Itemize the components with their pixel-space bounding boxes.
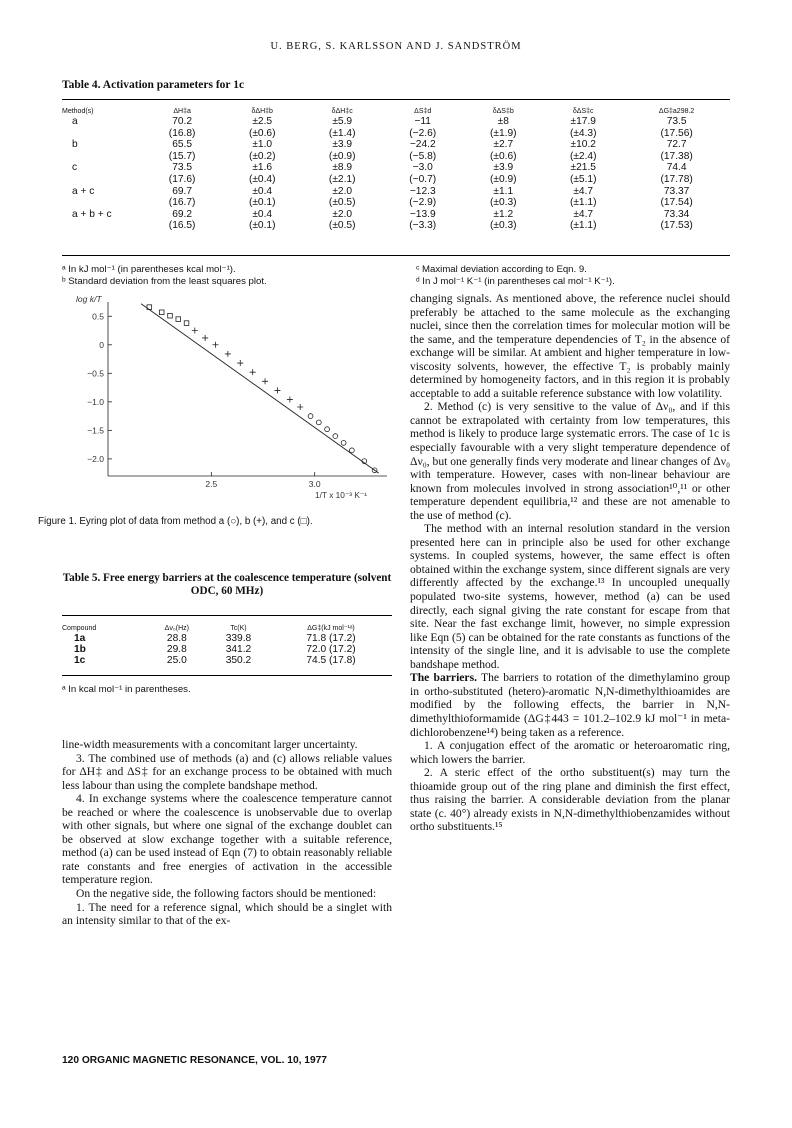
table4-cell: ±2.0 — [332, 208, 353, 220]
table4-cell: (±1.9) — [489, 127, 517, 139]
table4-cell: (−3.3) — [409, 220, 437, 232]
table4-cell: ±10.2 — [570, 139, 596, 151]
table5-header-cell: ΔG‡(kJ mol⁻¹ᵃ) — [307, 625, 355, 632]
table4-cell: (±0.9) — [489, 173, 517, 185]
table4-cell: (17.6) — [168, 173, 196, 185]
table4-cell: ±2.0 — [332, 185, 353, 197]
table4-method-cell: b — [72, 139, 78, 151]
table5-row — [62, 644, 392, 655]
table4-row — [62, 209, 730, 221]
data-point-plus — [212, 342, 218, 348]
table4-header-cell: ΔG‡a298.2 — [658, 108, 695, 115]
table4-cell: (17.38) — [660, 150, 693, 162]
table4-cell: 73.5 — [172, 162, 193, 174]
right-column-text — [410, 292, 730, 834]
table4-cell: (±0.5) — [328, 220, 356, 232]
data-point-circle — [341, 441, 346, 446]
table4-bottom-rule — [62, 255, 730, 256]
table4-method-cell — [62, 174, 142, 186]
table4-row — [62, 220, 730, 232]
table4-cell: ±1.2 — [493, 208, 514, 220]
data-point-circle — [316, 420, 321, 425]
table4-cell: ±8.9 — [332, 162, 353, 174]
table4-cell: ±0.4 — [252, 185, 273, 197]
table4-cell: (±1.1) — [569, 220, 597, 232]
table4-cell: ±3.9 — [493, 162, 514, 174]
table4-cell: (±4.3) — [569, 127, 597, 139]
table4-row — [62, 197, 730, 209]
data-point-circle — [333, 434, 338, 439]
table4-cell: ±17.9 — [570, 116, 596, 127]
table4-row — [62, 128, 730, 140]
table4-method-cell — [62, 220, 142, 232]
data-point-plus — [274, 387, 280, 393]
table4-header-cell: δΔS‡c — [572, 108, 594, 115]
table5-cell: 72.0 (17.2) — [306, 644, 356, 656]
table4-cell: (15.7) — [168, 150, 196, 162]
table5-top-rule — [62, 615, 392, 616]
table4-cell: −11 — [414, 116, 431, 127]
table4-cell: ±4.7 — [573, 208, 594, 220]
table4-cell: ±2.5 — [252, 116, 273, 127]
table5-cell: 74.5 (17.8) — [306, 655, 356, 667]
table4-cell: ±1.1 — [493, 185, 514, 197]
table4-cell: ±4.7 — [573, 185, 594, 197]
table4-header-cell: ΔS‡d — [414, 108, 432, 115]
table4-method-cell: a + b + c — [72, 208, 112, 220]
right-paragraph-6: 2. A steric effect of the ortho substituent(s) may turn the thioamide group out of the ring plane and diminish the first effect, thus raising the barrier. A considerable deviation from the planar state (c. 40°) already exists in N,N-dimethylthiobenzamides without ortho substituents.¹⁵ — [410, 766, 730, 834]
table4-cell: ±8 — [497, 116, 509, 127]
table4-cell: (±0.1) — [248, 220, 276, 232]
table4-row — [62, 186, 730, 198]
table5-compound-cell: 1c — [74, 655, 86, 667]
data-point-plus — [287, 397, 293, 403]
table4-cell: ±3.9 — [332, 139, 353, 151]
table4-method-cell: a — [72, 116, 78, 127]
table4-cell: (17.53) — [660, 220, 693, 232]
table4-row — [62, 139, 730, 151]
table4-footnote-d: ᵈ In J mol⁻¹ K⁻¹ (in parentheses cal mol⁻¹ K⁻¹). — [416, 276, 615, 287]
table5-header-cell: Δν₀(Hz) — [164, 625, 189, 632]
table4-row — [62, 162, 730, 174]
table4-cell: ±5.9 — [332, 116, 353, 127]
table4-cell: (16.7) — [168, 197, 196, 209]
data-point-plus — [192, 328, 198, 334]
table5-cell: 71.8 (17.2) — [306, 633, 356, 644]
data-point-square — [159, 310, 164, 315]
table4-cell: ±2.7 — [493, 139, 514, 151]
right-paragraph-2: 2. Method (c) is very sensitive to the value of Δν₀, and if this cannot be extrapolated with certainty from low temperatures, this method is likely to produce large systematic errors. The case of 1c is especially favourable with a very slight temperature dependence of Δν₀, but one generally finds very moderate and linear changes of Δν₀ with temperature. However, cases with non-linear behaviour are known from molecules involved in strong association¹⁰,¹¹ or other temperature dependent equilibria,¹² and these are not amenable to the use of method (c). — [410, 400, 730, 522]
data-point-plus — [250, 369, 256, 375]
table4-header-cell: ΔH‡a — [173, 108, 191, 115]
y-tick-label: 0 — [99, 339, 104, 350]
table4-footnote-a: ᵃ In kJ mol⁻¹ (in parentheses kcal mol⁻¹). — [62, 264, 236, 275]
x-tick-label: 3.0 — [308, 479, 321, 489]
left-paragraph-4: On the negative side, the following factors should be mentioned: — [76, 887, 377, 901]
left-paragraph-1: line-width measurements with a concomitant larger uncertainty. — [62, 738, 358, 751]
table4-cell: ±0.4 — [252, 208, 273, 220]
table4-cell: (16.8) — [168, 127, 196, 139]
data-point-plus — [297, 404, 303, 410]
barriers-heading: The barriers. — [410, 671, 477, 685]
table4-cell: ±1.6 — [252, 162, 273, 174]
table4-cell: (±0.4) — [248, 173, 276, 185]
y-tick-label: −1.0 — [87, 396, 104, 407]
table5-bottom-rule — [62, 675, 392, 676]
table5-row — [62, 633, 392, 644]
table5-cell: 29.8 — [166, 644, 187, 656]
table4-header-cell: δΔH‡b — [251, 108, 273, 115]
data-point-circle — [349, 448, 354, 453]
right-paragraph-barriers — [410, 671, 730, 739]
table4-cell: (±2.1) — [328, 173, 356, 185]
table4-cell: 73.5 — [666, 116, 687, 127]
table5-cell: 28.8 — [166, 633, 187, 644]
right-paragraph-3: The method with an internal resolution standard in the version presented here can in principle also be used for other exchange systems. In coupled systems, however, the same effect is often obtained within the exchange system, since different signals are very differently affected by the exchange.¹³ In uncoupled unequally populated two-site systems, however, method (a) can be used directly, each signal giving the rate constant for escape from that site. Near the fast exchange limit, however, no simple expression like Eqn (5) can be obtained for the rate constants as functions of the intensity of the single line, and it is advisable to use the complete bandshape method. — [410, 522, 730, 671]
table4-cell: (−0.7) — [409, 173, 437, 185]
table4-cell: (±2.4) — [569, 150, 597, 162]
data-point-circle — [325, 427, 330, 432]
table4-cell: (−2.6) — [409, 127, 437, 139]
data-point-square — [184, 321, 189, 326]
table4-cell: (17.54) — [660, 197, 693, 209]
table4-cell: −13.9 — [409, 208, 436, 220]
table4-cell: 70.2 — [172, 116, 193, 127]
table4-footnote-c: ᶜ Maximal deviation according to Eqn. 9. — [416, 264, 587, 275]
y-tick-label: −0.5 — [87, 368, 104, 379]
table4-cell: (17.56) — [660, 127, 693, 139]
table4-method-cell: c — [72, 162, 78, 174]
running-head: U. BERG, S. KARLSSON AND J. SANDSTRÖM — [270, 41, 522, 52]
y-tick-label: −2.0 — [87, 453, 104, 464]
barriers-text: The barriers to rotation of the dimethylamino group in ortho-substituted (hetero)-aromatic N,N-dimethylthioamides are modified by the following effects, the barrier in N,N-dimethylthioformamide (ΔG‡443 = 101.2–102.9 kJ mol⁻¹ in meta-dichlorobenzene¹⁴) being taken as a reference. — [410, 671, 730, 739]
table4-method-cell — [62, 128, 142, 140]
table4-cell: (±0.6) — [489, 150, 517, 162]
table5-title: Table 5. Free energy barriers at the coalescence temperature (solvent ODC, 60 MHz) — [62, 572, 392, 597]
table4-cell: (±5.1) — [569, 173, 597, 185]
fit-line — [141, 304, 379, 473]
data-point-square — [176, 317, 181, 322]
table4-cell: −3.0 — [412, 162, 433, 174]
right-paragraph-5: 1. A conjugation effect of the aromatic or heteroaromatic ring, which lowers the barrier. — [410, 739, 730, 766]
table4-cell: 74.4 — [666, 162, 687, 174]
table4-cell: 69.7 — [172, 185, 193, 197]
table5-cell: 339.8 — [225, 633, 252, 644]
right-paragraph-1: changing signals. As mentioned above, the reference nuclei should preferably be attached to the same molecule as the exchanging nuclei, since then the correlation times for molecular motion will be the same, and the temperature dependencies of T₂ in the absence of exchange will be similar. At ambient and higher temperature in low-viscosity solvents, however, the effective T₂ is probably mainly determined by homogeneity factors, and in this region it is probably acceptable to add a suitable reference substance with low volatility. — [410, 292, 730, 400]
table4-method-cell — [62, 151, 142, 163]
data-point-square — [168, 313, 173, 318]
table5-header-row — [62, 624, 392, 633]
table4-header-cell: Method(s) — [62, 108, 94, 115]
table4-method-cell: a + c — [72, 185, 95, 197]
table4-cell: −12.3 — [409, 185, 436, 197]
left-paragraph-3: 4. In exchange systems where the coalescence temperature cannot be reached or where the coalescence is unobservable due to overlap with other signals, but where one signal of the exchange doublet can be observed at slow exchange together with a suitable reference, method (a) can be used instead of Eqn (7) to obtain reasonably reliable rate constants and free energies of activation in the accessible temperature region. — [62, 792, 392, 887]
data-point-circle — [308, 414, 313, 419]
table4-row — [62, 151, 730, 163]
page-footer: 120 ORGANIC MAGNETIC RESONANCE, VOL. 10, 1977 — [62, 1055, 327, 1066]
table5-row — [62, 655, 392, 666]
x-tick-label: 2.5 — [205, 479, 218, 489]
table5-footnote: ᵃ In kcal mol⁻¹ in parentheses. — [62, 684, 191, 695]
left-paragraph-2: 3. The combined use of methods (a) and (c) allows reliable values for ΔH‡ and ΔS‡ for an exchange process to be obtained with much less labour than using the complete bandshape method. — [62, 751, 392, 792]
table5-header-cell: Tc(K) — [230, 625, 247, 632]
table4-cell: 73.34 — [663, 208, 690, 220]
y-tick-label: 0.5 — [92, 311, 104, 322]
table4-cell: (±0.9) — [328, 150, 356, 162]
table4-cell: (−2.9) — [409, 197, 437, 209]
table4-cell: (±0.5) — [328, 197, 356, 209]
data-point-plus — [202, 335, 208, 341]
figure1-caption: Figure 1. Eyring plot of data from method a (○), b (+), and c (□). — [38, 516, 313, 527]
table4-method-cell — [62, 197, 142, 209]
table4-cell: ±1.0 — [252, 139, 273, 151]
table4-header-cell: δΔS‡b — [492, 108, 514, 115]
table4-row — [62, 174, 730, 186]
table5-header-cell: Compound — [62, 625, 97, 632]
table4-cell: 65.5 — [172, 139, 193, 151]
table4 — [62, 107, 730, 232]
left-column-text — [62, 738, 392, 928]
table5-cell: 25.0 — [166, 655, 187, 667]
table5-cell: 341.2 — [225, 644, 252, 656]
table5-compound-cell: 1b — [74, 644, 86, 656]
table4-cell: −24.2 — [409, 139, 436, 151]
table4-cell: ±21.5 — [570, 162, 596, 174]
table4-cell: (±0.3) — [489, 220, 517, 232]
data-point-plus — [225, 351, 231, 357]
table4-cell: 73.37 — [663, 185, 690, 197]
table4-cell: (16.5) — [168, 220, 196, 232]
table4-header-cell: δΔH‡c — [331, 108, 353, 115]
table5-compound-cell: 1a — [74, 633, 86, 644]
table4-cell: (±0.6) — [248, 127, 276, 139]
table4-footnote-b: ᵇ Standard deviation from the least squares plot. — [62, 276, 267, 287]
y-tick-label: −1.5 — [87, 425, 104, 436]
table4-cell: (±0.3) — [489, 197, 517, 209]
table4-top-rule — [62, 99, 730, 100]
left-paragraph-5: 1. The need for a reference signal, which should be a singlet with an intensity similar to that of the ex- — [62, 900, 392, 928]
table4-cell: 69.2 — [172, 208, 193, 220]
table4-cell: (17.78) — [660, 173, 693, 185]
table4-cell: 72.7 — [666, 139, 687, 151]
figure1-eyring-plot — [62, 292, 402, 504]
x-axis-label: 1/T x 10⁻³ K⁻¹ — [315, 490, 367, 500]
table4-cell: (±0.1) — [248, 197, 276, 209]
table4-cell: (±0.2) — [248, 150, 276, 162]
table4-header-row — [62, 107, 730, 116]
table5 — [62, 624, 392, 667]
table4-title: Table 4. Activation parameters for 1c — [62, 79, 245, 91]
table5-cell: 350.2 — [225, 655, 252, 667]
table4-row — [62, 116, 730, 128]
table4-cell: (±1.1) — [569, 197, 597, 209]
table4-cell: (±1.4) — [328, 127, 356, 139]
data-point-plus — [237, 360, 243, 366]
table4-cell: (−5.8) — [409, 150, 437, 162]
data-point-plus — [262, 378, 268, 384]
y-axis-label: log k/T — [76, 294, 102, 304]
